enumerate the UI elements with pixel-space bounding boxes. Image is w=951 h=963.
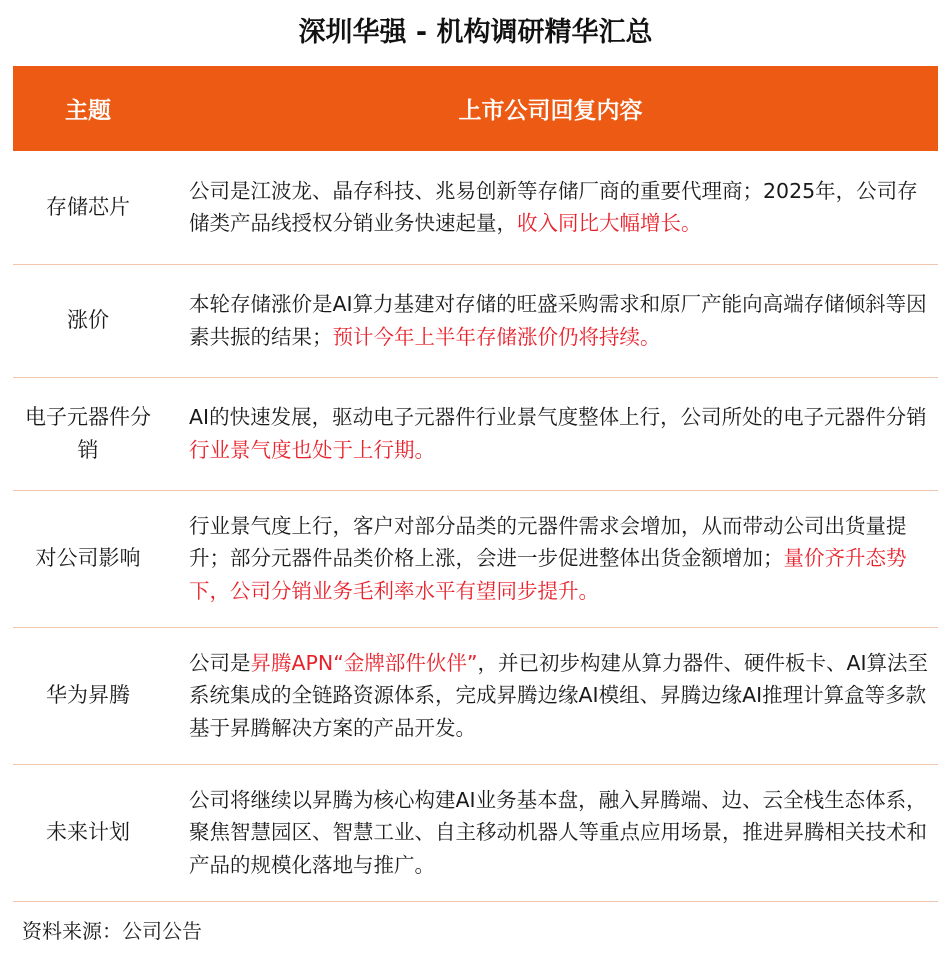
table-row <box>13 264 938 377</box>
research-summary-table <box>13 66 938 902</box>
content-text: 公司是江波龙、晶存科技、兆易创新等存储厂商的重要代理商；2025年，公司存储类产品线授权分销业务快速起量， <box>189 178 918 236</box>
row-content <box>163 490 938 627</box>
row-content <box>163 627 938 764</box>
table-row <box>13 764 938 901</box>
row-content <box>163 377 938 490</box>
table-row <box>13 490 938 627</box>
header-topic: 主题 <box>13 66 163 151</box>
table-row <box>13 627 938 764</box>
content-highlight: 量价齐升态势下，公司分销业务毛利率水平有望同步提升。 <box>189 546 907 603</box>
row-topic: 未来计划 <box>13 764 163 901</box>
content-highlight: 行业景气度也处于上行期。 <box>189 437 435 462</box>
row-topic: 华为昇腾 <box>13 627 163 764</box>
row-topic: 存储芯片 <box>13 151 163 264</box>
row-content <box>163 151 938 264</box>
content-text: ，并已初步构建从算力器件、硬件板卡、AI算法至系统集成的全链路资源体系，完成昇腾边缘AI模组、昇腾边缘AI推理计算盒等多款基于昇腾解决方案的产品开发。 <box>189 650 929 740</box>
table-header-row <box>13 66 938 151</box>
table-row <box>13 151 938 264</box>
content-prefix: 公司是 <box>189 650 251 675</box>
header-content: 上市公司回复内容 <box>163 66 938 151</box>
page-title: 深圳华强 - 机构调研精华汇总 <box>298 17 653 48</box>
content-highlight: 预计今年上半年存储涨价仍将持续。 <box>332 324 661 349</box>
content-text: 公司将继续以昇腾为核心构建AI业务基本盘，融入昇腾端、边、云全栈生态体系，聚焦智慧园区、智慧工业、自主移动机器人等重点应用场景，推进昇腾相关技术和产品的规模化落地与推广。 <box>189 787 927 877</box>
content-text: AI的快速发展，驱动电子元器件行业景气度整体上行，公司所处的电子元器件分销 <box>189 405 927 429</box>
source-note: 资料来源：公司公告 <box>22 918 202 943</box>
content-text: 本轮存储涨价是AI算力基建对存储的旺盛采购需求和原厂产能向高端存储倾斜等因素共振的结果； <box>189 292 927 349</box>
content-highlight: 昇腾APN“金牌部件伙伴” <box>250 650 478 675</box>
row-content <box>163 764 938 901</box>
row-topic: 电子元器件分销 <box>13 377 163 490</box>
content-text: 行业景气度上行，客户对部分品类的元器件需求会增加，从而带动公司出货量提升；部分元器件品类价格上涨，会进一步促进整体出货金额增加； <box>189 513 907 571</box>
table-row <box>13 377 938 490</box>
content-highlight: 收入同比大幅增长。 <box>517 211 702 236</box>
row-content <box>163 264 938 377</box>
row-topic: 涨价 <box>13 264 163 377</box>
row-topic: 对公司影响 <box>13 490 163 627</box>
